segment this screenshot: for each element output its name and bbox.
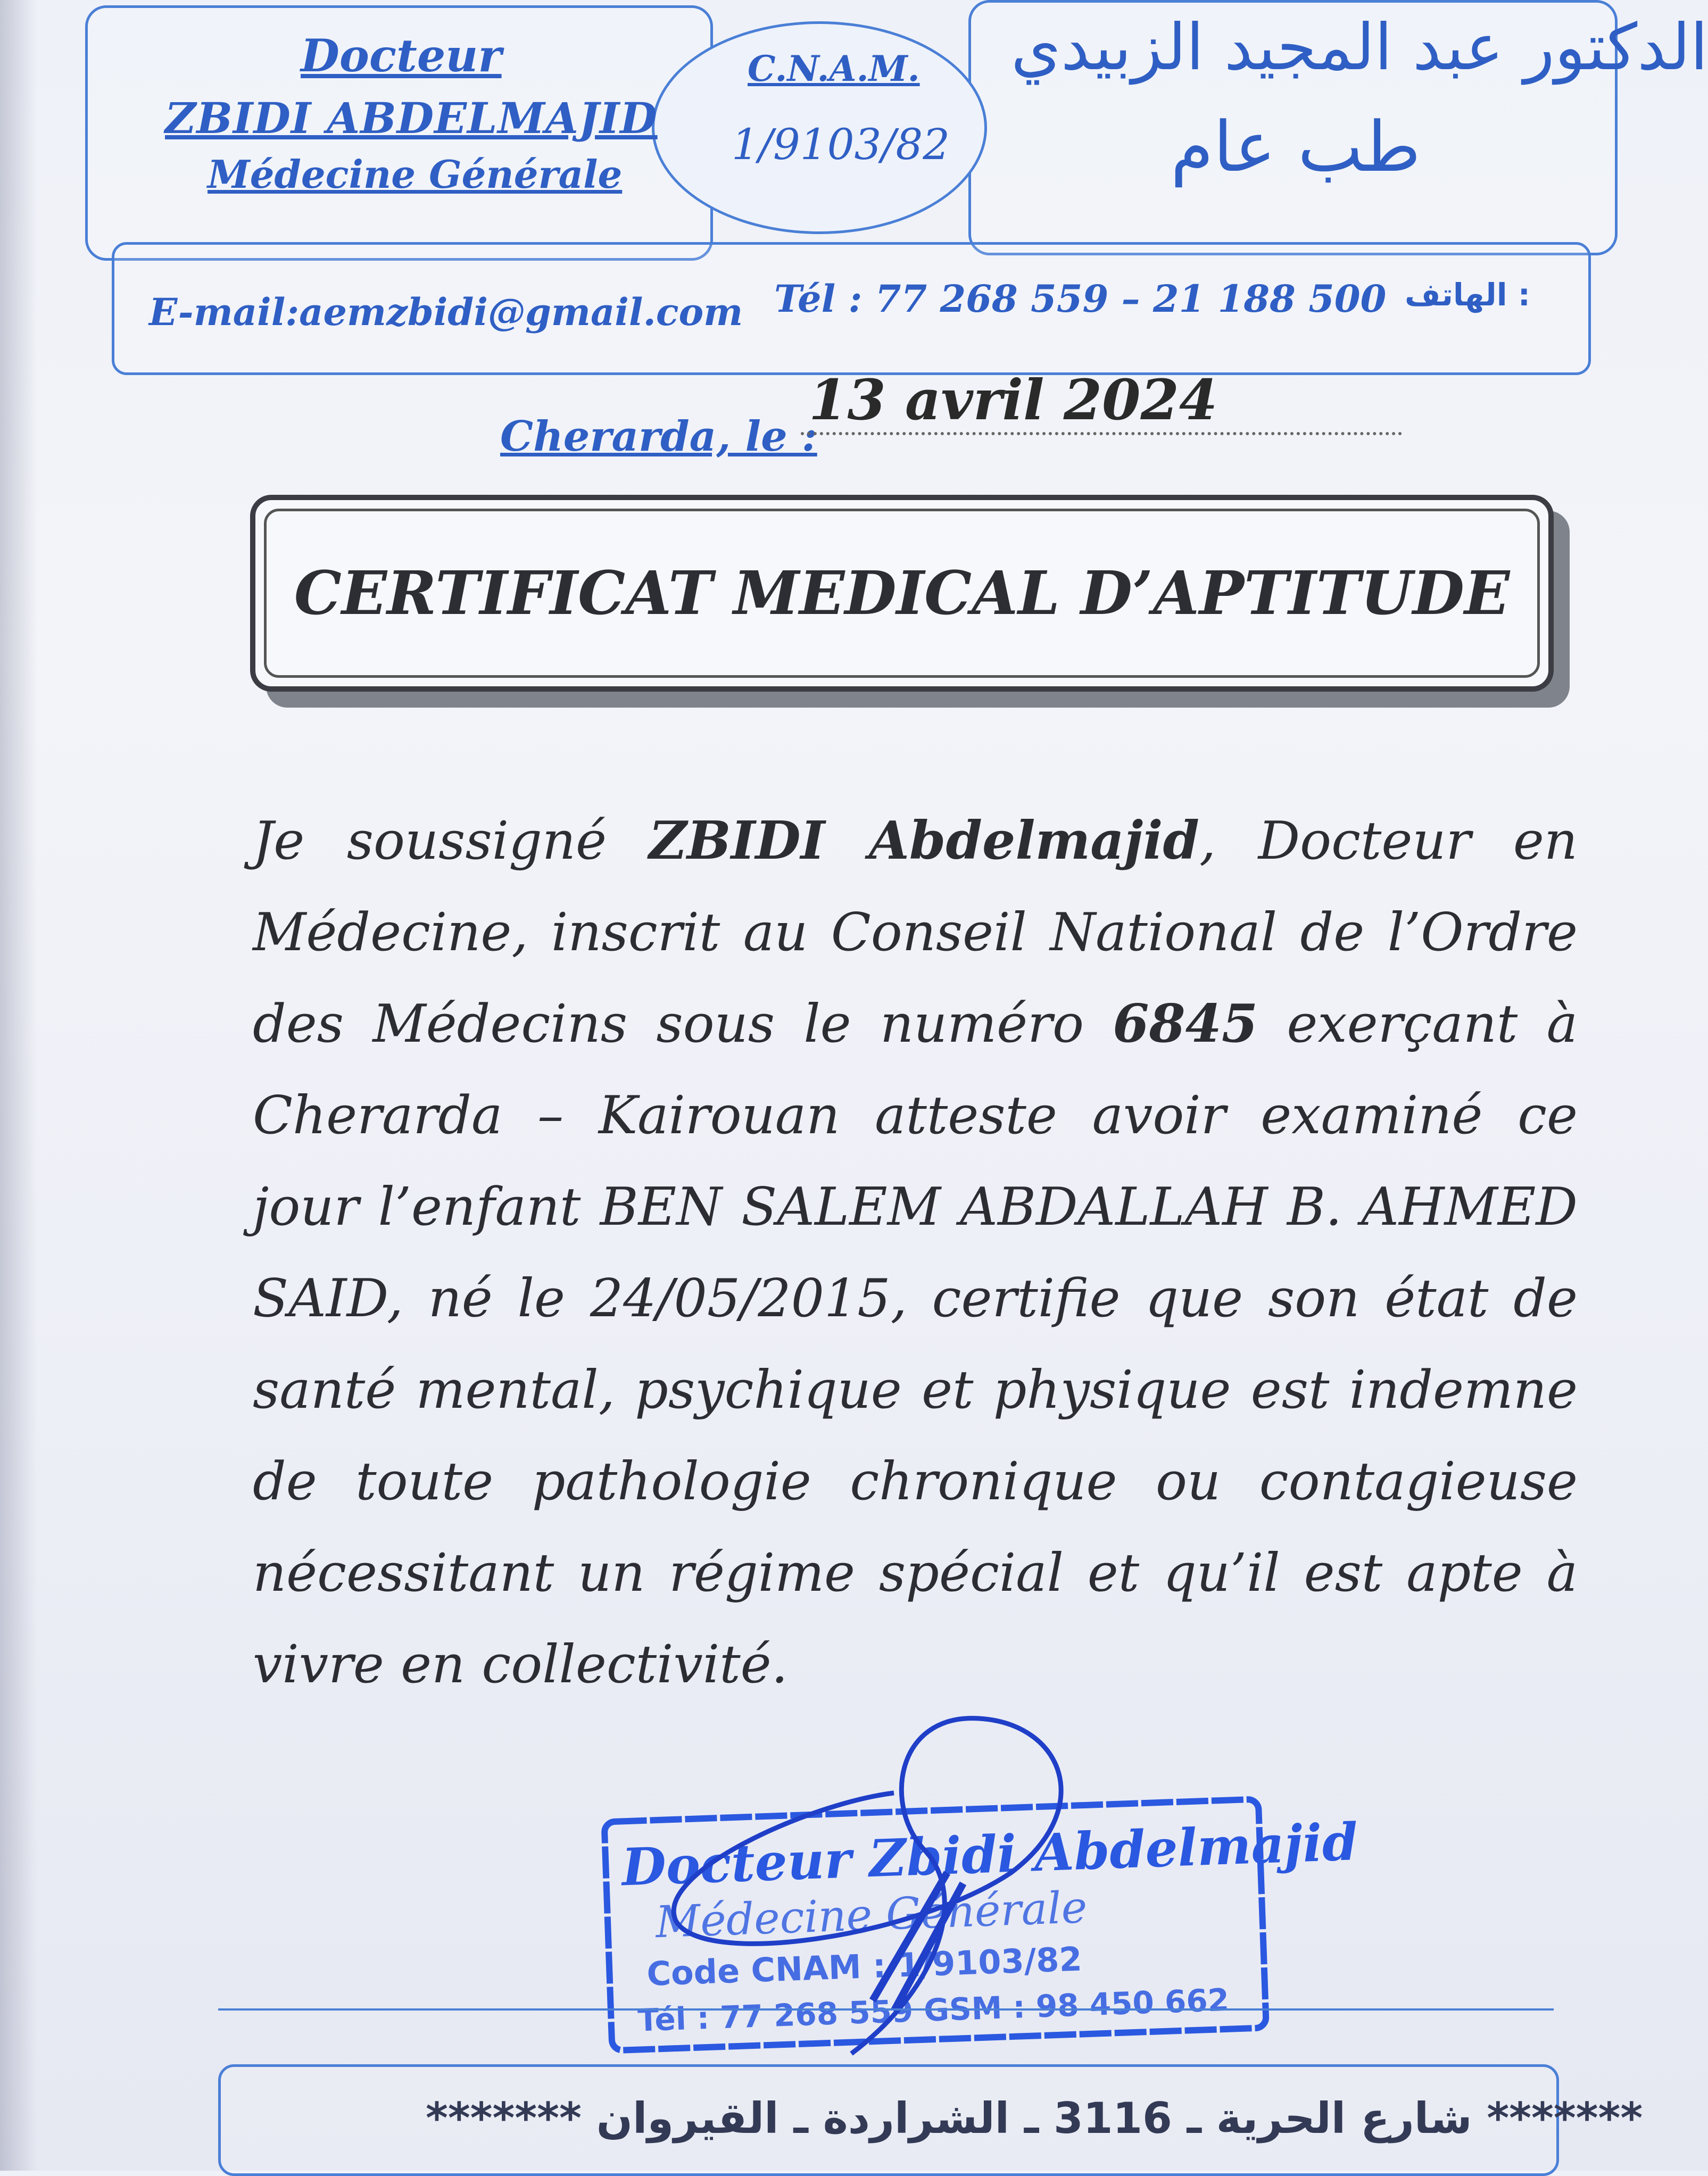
body-intro: Je soussigné: [253, 811, 649, 871]
body-doctor-name: ZBIDI Abdelmajid: [649, 810, 1199, 871]
doctor-title: Docteur: [301, 29, 502, 82]
title-box: [250, 495, 1554, 692]
doctor-specialty: Médecine Générale: [208, 152, 623, 197]
doctor-name: ZBIDI ABDELMAJID: [165, 93, 658, 143]
certificate-date: 13 avril 2024: [809, 367, 1218, 433]
certificate-title: CERTIFICAT MEDICAL D’APTITUDE: [294, 559, 1510, 628]
stamp-line-4: Tél : 77 268 559 GSM : 98 450 662: [637, 1981, 1230, 2039]
body-order-number: 6845: [1113, 993, 1258, 1054]
stamp-line-3: Code CNAM : 1/9103/82: [646, 1939, 1083, 1994]
stamp-line-1: Docteur Zbidi Abdelmajid: [620, 1812, 1359, 1898]
certificate-body: [253, 795, 1578, 1710]
place-label: Cherarda, le :: [500, 412, 817, 461]
cnam-label: C.N.A.M.: [748, 48, 920, 89]
phone-label-arabic: : الهاتف: [1405, 277, 1530, 313]
specialty-arabic: طب عام: [1171, 106, 1421, 187]
doctor-stamp: [596, 1713, 1362, 2054]
phone-numbers: Tél : 77 268 559 – 21 188 500: [774, 277, 1387, 321]
footer-address: ******* شارع الحرية ـ 3116 ـ الشراردة ـ القيروان *******: [426, 2094, 1643, 2143]
body-part3: exerçant à Cherarda – Kairouan atteste avoir examiné ce jour l’enfant BEN SALEM ABDALLAH B. AHMED SAID, né le 24/05/2015, certifie que son état de santé mental, psychique et physique est indemne de toute pathologie chronique ou contagieuse nécessitant un régime spécial et qu’il est apte à vivre en collectivité.: [253, 994, 1578, 1695]
cnam-number: 1/9103/82: [732, 120, 950, 169]
footer-separator: [218, 2008, 1554, 2011]
body-part2: , Docteur en Médecine, inscrit au Conseil National de l’Ordre des Médecins sous le numéro: [253, 811, 1578, 1054]
page-edge-shadow: [0, 0, 37, 2171]
doctor-name-arabic: الدكتور عبد المجيد الزبيدي: [1011, 11, 1708, 85]
stamp-line-2: Médecine Générale: [654, 1882, 1088, 1948]
email-address: E-mail:aemzbidi@gmail.com: [149, 290, 743, 334]
